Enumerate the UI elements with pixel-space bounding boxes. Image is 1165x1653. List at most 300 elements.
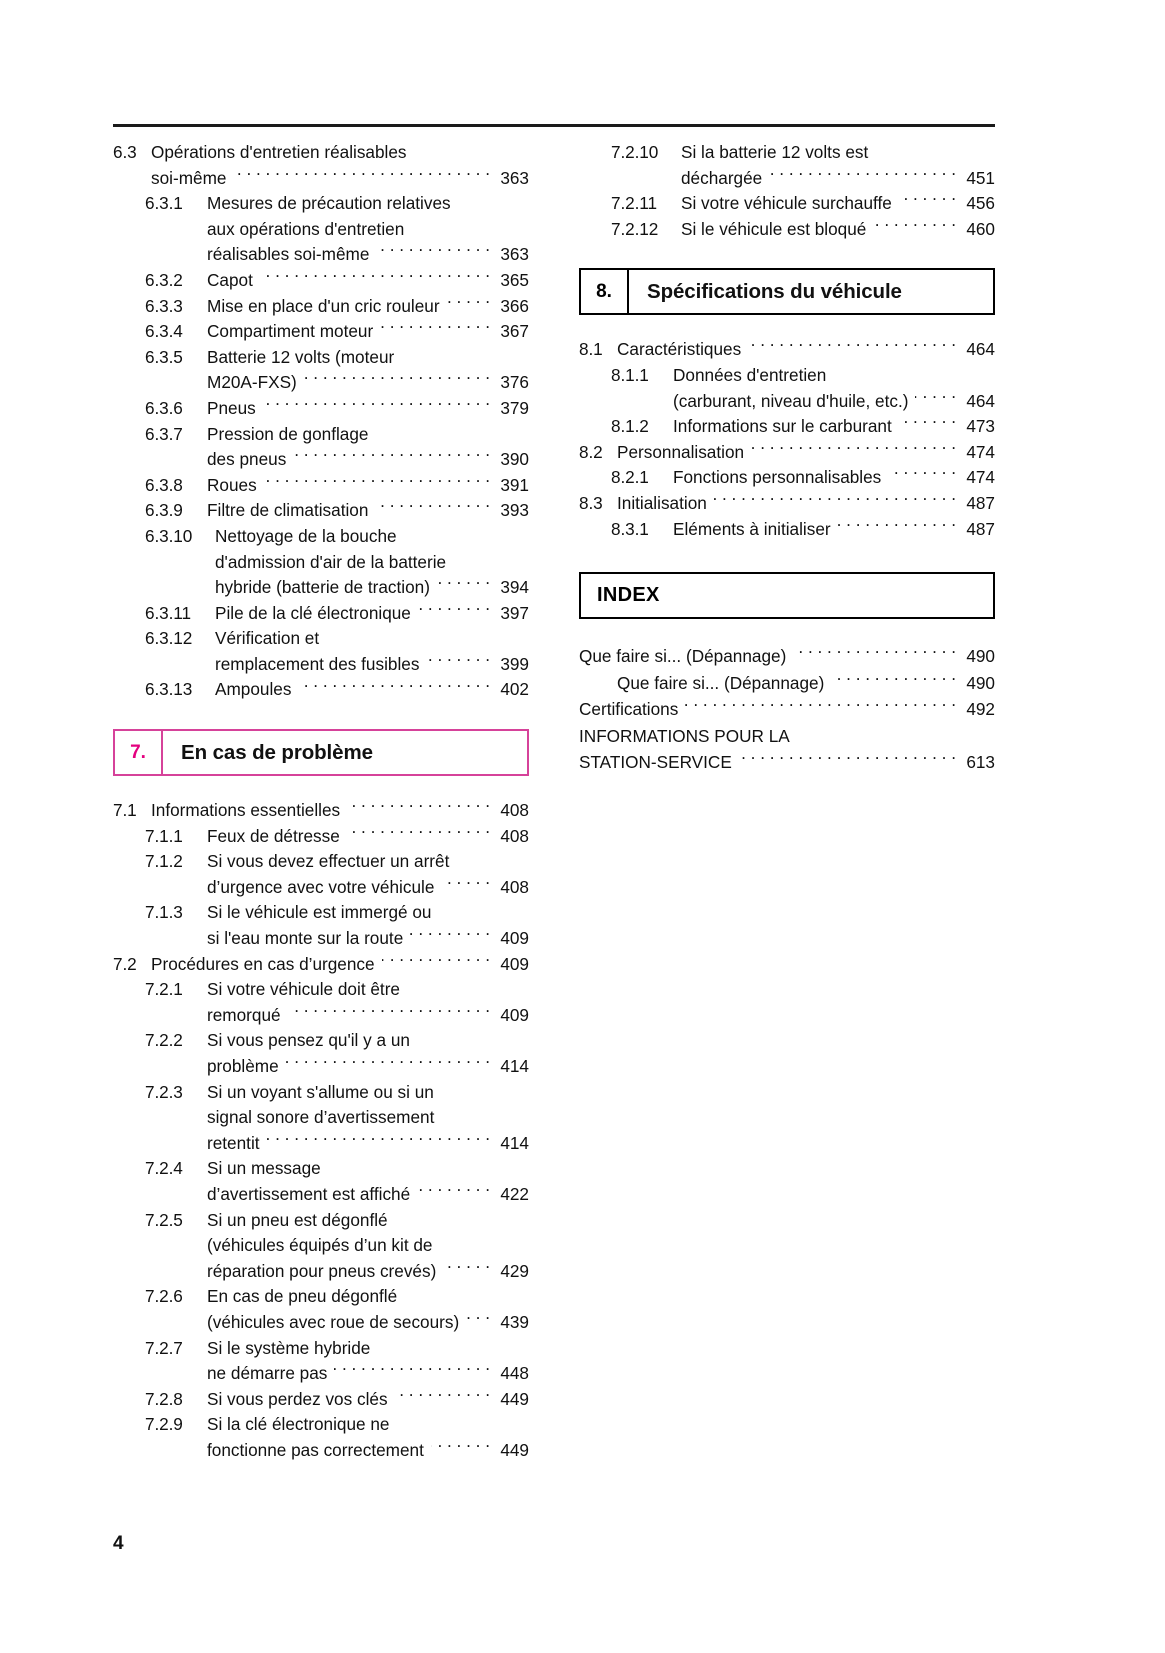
toc-entry[interactable]: [611, 414, 995, 440]
dot-leader: [437, 576, 490, 593]
dot-leader: [414, 141, 490, 158]
toc-entry-body: [617, 491, 995, 517]
toc-entry-number: 8.1.2: [611, 416, 649, 437]
toc-entry-number: 7.1.2: [145, 851, 183, 872]
toc-entry-number: 6.3.4: [145, 321, 183, 342]
toc-entry-label: Capot: [207, 269, 253, 290]
right-entries-chapter8: [579, 337, 995, 542]
toc-page-number: 390: [500, 449, 529, 470]
toc-entry[interactable]: [145, 1336, 529, 1387]
dot-leader: [441, 1106, 490, 1123]
toc-entry-label: Si le véhicule est immergé ou: [207, 902, 432, 923]
index-page-number: 490: [966, 672, 995, 693]
toc-entry-number: 7.1.3: [145, 902, 183, 923]
toc-entry-line: [215, 550, 529, 576]
toc-entry-line: [673, 389, 995, 415]
toc-page-number: 402: [500, 679, 529, 700]
toc-entry[interactable]: [145, 626, 529, 677]
toc-entry-line: [681, 191, 995, 217]
toc-entry-number: 8.2.1: [611, 467, 649, 488]
toc-entry[interactable]: [145, 422, 529, 473]
toc-entry[interactable]: [145, 824, 529, 850]
toc-entry-label: Caractéristiques: [617, 339, 742, 360]
toc-entry-body: [207, 319, 529, 345]
dot-leader: [328, 1157, 490, 1174]
toc-entry-number: 8.1.1: [611, 364, 649, 385]
dot-leader: [411, 218, 490, 235]
toc-entry-number: 8.2: [579, 441, 603, 462]
toc-entry-body: [215, 601, 529, 627]
toc-entry-line: [215, 601, 529, 627]
toc-entry-number: 6.3.1: [145, 193, 183, 214]
toc-page-number: 408: [500, 825, 529, 846]
right-column: [579, 140, 995, 1464]
toc-page-number: 366: [500, 295, 529, 316]
toc-entry-label: Si vous devez effectuer un arrêt: [207, 851, 450, 872]
toc-entry-line: [207, 242, 529, 268]
dot-leader: [395, 1208, 490, 1225]
dot-leader: [443, 1260, 490, 1277]
toc-entry-body: [207, 268, 529, 294]
toc-entry[interactable]: [145, 191, 529, 268]
toc-entry[interactable]: [611, 465, 995, 491]
toc-entry-line: [207, 422, 529, 448]
dot-leader: [915, 389, 956, 406]
toc-entry[interactable]: [145, 1387, 529, 1413]
toc-entry-body: [207, 1284, 529, 1335]
dot-leader: [466, 1311, 490, 1328]
toc-entry-number: 6.3.11: [145, 602, 191, 623]
dot-leader: [267, 1132, 490, 1149]
dot-leader: [395, 1388, 490, 1405]
dot-leader: [769, 166, 956, 183]
toc-entry[interactable]: [145, 1412, 529, 1463]
toc-entry[interactable]: [113, 798, 529, 824]
toc-page-number: 464: [966, 339, 995, 360]
index-entry[interactable]: [579, 696, 995, 723]
chapter-title-8: Spécifications du véhicule: [647, 279, 902, 303]
toc-page-number: 391: [500, 474, 529, 495]
toc-page-number: 449: [500, 1439, 529, 1460]
dot-leader: [397, 1413, 491, 1430]
toc-entry-number: 7.2: [113, 953, 137, 974]
toc-entry-label: Données d'entretien: [673, 364, 827, 385]
toc-entry[interactable]: [579, 440, 995, 466]
toc-entry-line: [681, 166, 995, 192]
toc-entry-line: [151, 166, 529, 192]
dot-leader: [899, 192, 956, 209]
toc-entry[interactable]: [145, 677, 529, 703]
dot-leader: [401, 346, 490, 363]
toc-page-number: 487: [966, 492, 995, 513]
toc-entry[interactable]: [579, 337, 995, 363]
index-entry-line: [579, 696, 995, 723]
toc-entry-line: [215, 626, 529, 652]
dot-leader: [418, 602, 490, 619]
toc-page-number: 474: [966, 467, 995, 488]
toc-entry-line: [673, 465, 995, 491]
dot-leader: [417, 1183, 490, 1200]
toc-entry-label: Fonctions personnalisables: [673, 467, 882, 488]
dot-leader: [899, 415, 956, 432]
dot-leader: [382, 952, 490, 969]
index-entry-line: [579, 749, 995, 776]
toc-entry-number: 8.1: [579, 339, 603, 360]
chapter-number-7: 7.: [115, 731, 163, 774]
toc-entry-line: [207, 319, 529, 345]
toc-page-number: 456: [966, 193, 995, 214]
page-number: 4: [113, 1533, 124, 1554]
toc-entry-label: Procédures en cas d’urgence: [151, 953, 375, 974]
toc-entry-label: d’urgence avec votre véhicule: [207, 876, 435, 897]
index-header[interactable]: [579, 572, 995, 619]
toc-entry[interactable]: [611, 363, 995, 414]
index-entry-label: Que faire si... (Dépannage): [617, 672, 825, 693]
dot-leader: [376, 422, 491, 439]
toc-entry[interactable]: [145, 524, 529, 601]
toc-entry-label: Si un message: [207, 1158, 321, 1179]
toc-entry-label: Si le système hybride: [207, 1337, 371, 1358]
toc-entry-number: 6.3.3: [145, 295, 183, 316]
index-entry-label: Certifications: [579, 699, 679, 720]
toc-columns: [113, 140, 995, 1464]
toc-entry-line: [207, 875, 529, 901]
toc-entry-label: retentit: [207, 1132, 260, 1153]
dot-leader: [293, 448, 490, 465]
toc-entry-line: [151, 140, 529, 166]
dot-leader: [685, 698, 956, 715]
dot-leader: [286, 1055, 490, 1072]
dot-leader: [748, 338, 956, 355]
right-entries-top: [579, 140, 995, 242]
toc-entry-label: Si votre véhicule doit être: [207, 979, 400, 1000]
chapter-header-8[interactable]: [579, 268, 995, 315]
toc-entry[interactable]: [145, 1028, 529, 1079]
toc-entry-line: [207, 217, 529, 243]
toc-entry-body: [681, 191, 995, 217]
toc-entry-body: [207, 396, 529, 422]
toc-entry-label: réalisables soi-même: [207, 244, 370, 265]
toc-entry-body: [673, 414, 995, 440]
toc-entry-line: [207, 345, 529, 371]
toc-entry-line: [617, 337, 995, 363]
dot-leader: [347, 824, 490, 841]
toc-entry-label: Ampoules: [215, 679, 292, 700]
toc-entry[interactable]: [113, 140, 529, 191]
index-page-number: 492: [966, 699, 995, 720]
toc-entry-body: [617, 337, 995, 363]
toc-entry-body: [673, 517, 995, 543]
toc-entry-line: [207, 1387, 529, 1413]
toc-entry-line: [207, 447, 529, 473]
dot-leader: [375, 499, 490, 516]
toc-entry-line: [207, 926, 529, 952]
toc-entry-label: Mise en place d'un cric rouleur: [207, 295, 440, 316]
toc-entry-label: M20A-FXS): [207, 372, 297, 393]
index-entry-label: STATION-SERVICE: [579, 752, 732, 773]
toc-entry[interactable]: [145, 268, 529, 294]
toc-entry-number: 7.2.4: [145, 1158, 183, 1179]
toc-entry-body: [207, 1336, 529, 1387]
dot-leader: [439, 901, 491, 918]
left-entries-chapter6: [113, 140, 529, 703]
toc-entry-line: [207, 191, 529, 217]
toc-entry-line: [207, 396, 529, 422]
toc-entry-line: [207, 268, 529, 294]
dot-leader: [304, 371, 490, 388]
toc-entry-body: [681, 140, 995, 191]
toc-entry-label: Pression de gonflage: [207, 423, 369, 444]
dot-leader: [264, 474, 490, 491]
toc-entry[interactable]: [145, 1284, 529, 1335]
toc-page-number: 409: [500, 928, 529, 949]
toc-entry-body: [215, 626, 529, 677]
toc-entry-label: Mesures de précaution relatives: [207, 193, 451, 214]
toc-page-number: 409: [500, 953, 529, 974]
toc-entry-number: 7.2.7: [145, 1337, 183, 1358]
toc-entry-label: Si votre véhicule surchauffe: [681, 193, 892, 214]
dot-leader: [714, 492, 956, 509]
toc-entry-line: [207, 1233, 529, 1259]
toc-entry[interactable]: [145, 1156, 529, 1207]
dot-leader: [453, 550, 490, 567]
toc-entry[interactable]: [611, 140, 995, 191]
toc-entry-label: soi-même: [151, 167, 227, 188]
toc-page-number: 379: [500, 397, 529, 418]
index-page-number: 613: [966, 752, 995, 773]
dot-leader: [441, 1080, 490, 1097]
dot-leader: [334, 1362, 490, 1379]
dot-leader: [377, 1336, 490, 1353]
left-column: [113, 140, 529, 1464]
toc-entry-line: [617, 440, 995, 466]
toc-entry-label: si l'eau monte sur la route: [207, 928, 404, 949]
toc-page-number: 473: [966, 416, 995, 437]
dot-leader: [441, 876, 490, 893]
toc-entry-label: ne démarre pas: [207, 1363, 328, 1384]
toc-entry-label: Filtre de climatisation: [207, 500, 369, 521]
toc-entry-label: d’avertissement est affiché: [207, 1183, 411, 1204]
toc-entry[interactable]: [145, 1080, 529, 1157]
dot-leader: [417, 1029, 490, 1046]
toc-entry[interactable]: [113, 952, 529, 978]
toc-entry-label: Vérification et: [215, 628, 320, 649]
toc-entry-body: [207, 422, 529, 473]
toc-page-number: 393: [500, 500, 529, 521]
toc-entry-body: [207, 1387, 529, 1413]
toc-entry[interactable]: [145, 601, 529, 627]
toc-entry-line: [207, 1156, 529, 1182]
toc-entry-line: [207, 1028, 529, 1054]
toc-entry-line: [207, 900, 529, 926]
toc-page-number: 429: [500, 1260, 529, 1281]
toc-entry[interactable]: [145, 498, 529, 524]
toc-entry-body: [151, 952, 529, 978]
toc-entry-label: d'admission d'air de la batterie: [215, 551, 447, 572]
toc-entry-number: 7.2.8: [145, 1388, 183, 1409]
toc-entry[interactable]: [145, 1208, 529, 1285]
dot-leader: [298, 678, 490, 695]
toc-entry-number: 7.2.10: [611, 142, 659, 162]
toc-page-number: 414: [500, 1056, 529, 1076]
toc-entry-label: Compartiment moteur: [207, 321, 374, 342]
toc-entry-body: [151, 798, 529, 824]
toc-page-number: 409: [500, 1004, 529, 1025]
toc-page-number: 397: [500, 602, 529, 623]
dot-leader: [260, 269, 490, 286]
toc-entry-label: Feux de détresse: [207, 825, 340, 846]
toc-entry-label: hybride (batterie de traction): [215, 577, 430, 598]
dot-leader: [233, 166, 490, 183]
toc-entry-body: [207, 900, 529, 951]
toc-entry[interactable]: [145, 900, 529, 951]
index-entry[interactable]: [579, 643, 995, 670]
toc-entry-label: Si le véhicule est bloqué: [681, 218, 867, 239]
dot-leader: [431, 1439, 490, 1456]
toc-entry-number: 6.3.7: [145, 423, 183, 444]
toc-page-number: 363: [500, 167, 529, 188]
toc-page-number: 365: [500, 269, 529, 290]
toc-entry[interactable]: [145, 849, 529, 900]
toc-entry-label: Si la clé électronique ne: [207, 1414, 390, 1435]
dot-leader: [426, 653, 490, 670]
toc-entry-number: 7.2.12: [611, 218, 659, 239]
toc-page-number: 414: [500, 1132, 529, 1153]
dot-leader: [751, 441, 956, 458]
dot-leader: [831, 671, 956, 688]
toc-page-number: 451: [966, 167, 995, 188]
index-entry[interactable]: [579, 723, 995, 750]
toc-entry-number: 7.2.11: [611, 193, 657, 214]
toc-entry-body: [681, 217, 995, 243]
toc-entry[interactable]: [145, 473, 529, 499]
dot-leader: [410, 927, 490, 944]
toc-entry-label: Si un voyant s'allume ou si un: [207, 1081, 434, 1102]
toc-entry-number: 7.2.6: [145, 1286, 183, 1307]
toc-entry-body: [207, 345, 529, 396]
toc-page-number: 439: [500, 1311, 529, 1332]
toc-entry-line: [207, 1438, 529, 1464]
toc-page-number: 464: [966, 390, 995, 411]
left-entries-chapter7: [113, 798, 529, 1463]
toc-entry-label: problème: [207, 1056, 279, 1076]
dot-leader: [456, 850, 490, 867]
toc-entry-line: [207, 294, 529, 320]
toc-entry-body: [207, 849, 529, 900]
toc-entry-number: 6.3.8: [145, 474, 183, 495]
dot-leader: [793, 645, 956, 662]
toc-page-number: 422: [500, 1183, 529, 1204]
toc-entry[interactable]: [145, 977, 529, 1028]
toc-page-number: 399: [500, 653, 529, 674]
toc-entry-number: 6.3.2: [145, 269, 183, 290]
toc-entry-label: fonctionne pas correctement: [207, 1439, 424, 1460]
index-entries: [579, 643, 995, 776]
toc-entry[interactable]: [145, 294, 529, 320]
toc-entry-line: [215, 677, 529, 703]
index-entry-line: [579, 670, 995, 697]
toc-entry-body: [207, 1208, 529, 1285]
toc-entry-body: [673, 363, 995, 414]
toc-entry[interactable]: [145, 345, 529, 396]
dot-leader: [440, 1234, 491, 1251]
toc-entry-label: Roues: [207, 474, 257, 495]
toc-entry-number: 6.3.9: [145, 500, 183, 521]
toc-entry-line: [207, 1131, 529, 1157]
toc-page-number: 367: [500, 321, 529, 342]
toc-entry-line: [215, 652, 529, 678]
toc-entry-line: [151, 798, 529, 824]
toc-entry-label: réparation pour pneus crevés): [207, 1260, 437, 1281]
toc-entry-label: Si vous perdez vos clés: [207, 1388, 388, 1409]
toc-entry[interactable]: [145, 319, 529, 345]
toc-entry-body: [215, 524, 529, 601]
dot-leader: [833, 364, 956, 381]
toc-entry[interactable]: [145, 396, 529, 422]
dot-leader: [797, 724, 956, 741]
toc-entry-number: 7.1.1: [145, 825, 183, 846]
chapter-title-7: En cas de problème: [181, 740, 373, 764]
toc-entry[interactable]: [611, 217, 995, 243]
toc-page-number: 487: [966, 518, 995, 539]
header-rule: [113, 124, 995, 127]
toc-entry[interactable]: [579, 491, 995, 517]
toc-entry-line: [673, 517, 995, 543]
dot-leader: [288, 1004, 490, 1021]
dot-leader: [404, 1285, 490, 1302]
toc-entry-label: Informations sur le carburant: [673, 416, 892, 437]
toc-entry[interactable]: [611, 517, 995, 543]
toc-entry-label: (carburant, niveau d'huile, etc.): [673, 390, 909, 411]
toc-entry-line: [207, 1105, 529, 1131]
toc-entry-body: [207, 1028, 529, 1079]
toc-page-number: 408: [500, 800, 529, 821]
dot-leader: [263, 397, 490, 414]
chapter-header-7[interactable]: [113, 729, 529, 776]
toc-entry-body: [207, 1412, 529, 1463]
index-entry[interactable]: [579, 670, 995, 697]
toc-page-number: 363: [500, 244, 529, 265]
toc-entry-line: [207, 1208, 529, 1234]
toc-entry-number: 8.3.1: [611, 518, 649, 539]
dot-leader: [407, 978, 490, 995]
toc-entry-number: 6.3.12: [145, 628, 193, 649]
toc-entry-line: [207, 370, 529, 396]
toc-page-number: 460: [966, 218, 995, 239]
dot-leader: [404, 525, 490, 542]
toc-entry-body: [207, 294, 529, 320]
toc-entry-label: Eléments à initialiser: [673, 518, 831, 539]
toc-entry-label: Informations essentielles: [151, 800, 341, 821]
toc-entry-line: [207, 1003, 529, 1029]
toc-entry-line: [207, 473, 529, 499]
toc-entry[interactable]: [611, 191, 995, 217]
index-title: INDEX: [597, 584, 660, 607]
toc-entry-line: [207, 1336, 529, 1362]
toc-entry-label: Pneus: [207, 397, 256, 418]
toc-entry-label: Initialisation: [617, 492, 707, 513]
toc-entry-number: 6.3.6: [145, 397, 183, 418]
index-entry-label: INFORMATIONS POUR LA: [579, 725, 790, 746]
toc-entry-line: [673, 414, 995, 440]
toc-entry-line: [681, 140, 995, 166]
dot-leader: [347, 799, 490, 816]
index-entry[interactable]: [579, 749, 995, 776]
toc-entry-label: déchargée: [681, 167, 763, 188]
dot-leader: [838, 517, 956, 534]
toc-entry-label: Pile de la clé électronique: [215, 602, 411, 623]
toc-entry-number: 7.1: [113, 800, 137, 821]
